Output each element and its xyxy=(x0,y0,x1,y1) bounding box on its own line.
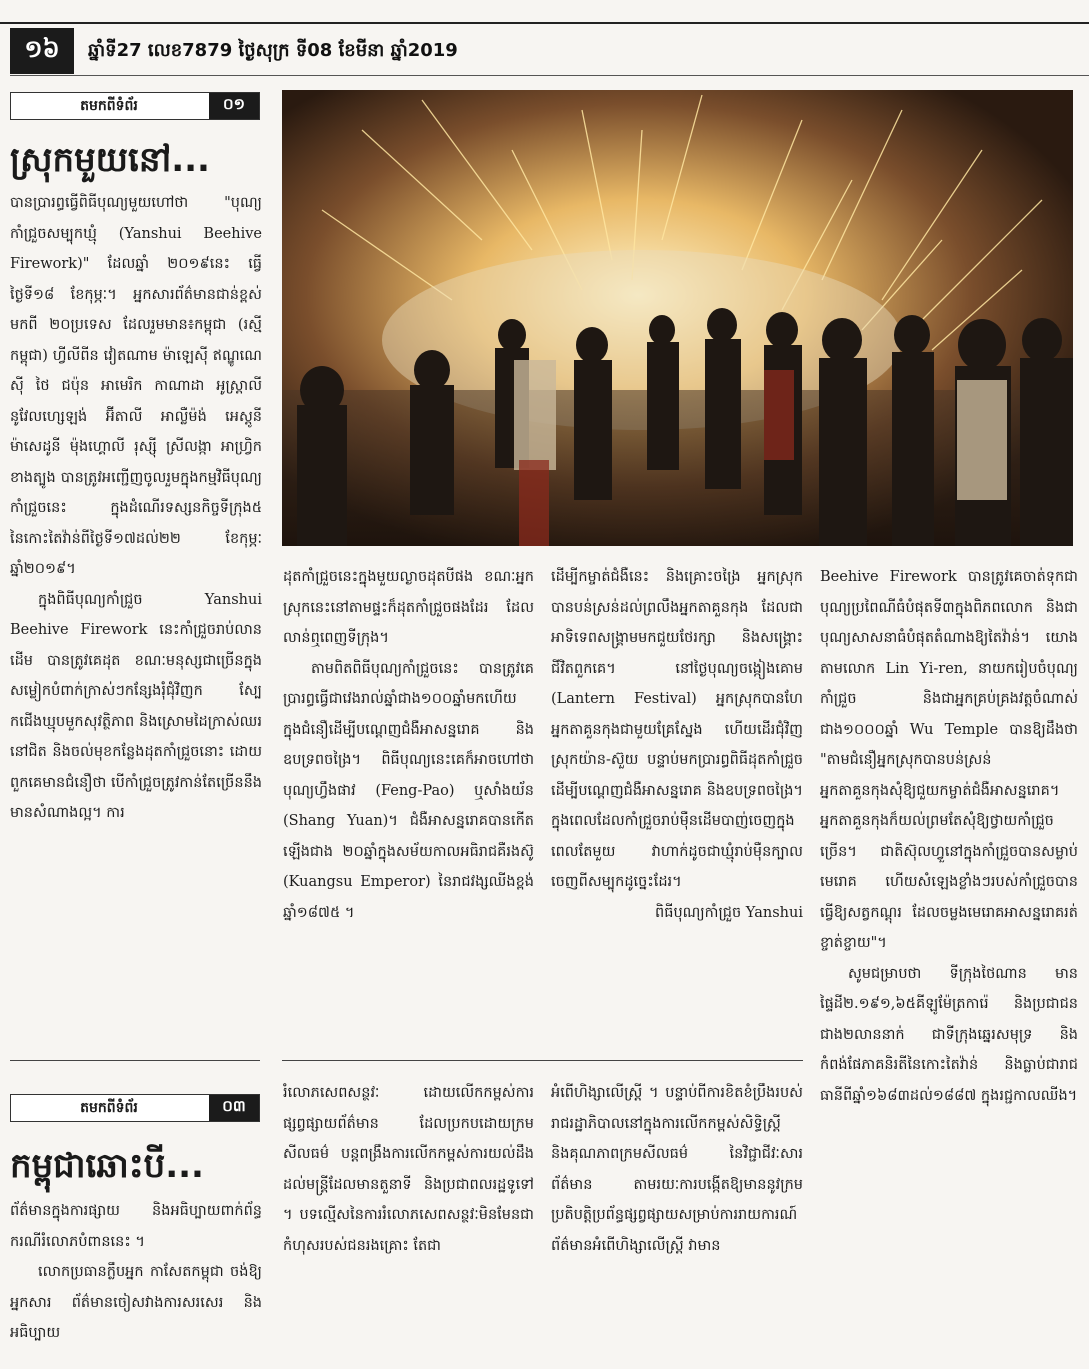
story2-column-1 xyxy=(10,1196,262,1366)
page-header xyxy=(10,28,1089,74)
paragraph: ពិធីបុណ្យកាំជ្រួច Yanshui xyxy=(655,904,803,921)
header-rule xyxy=(10,75,1089,76)
paragraph: អំពើហិង្សាលើស្ត្រី ។ បន្ទាប់ពីការខិតខំប្រឹងរបស់រាជរដ្ឋាភិបាលនៅក្នុងការលើកកម្ពស់សិទ្ធិស្ត្រី និងគុណភាពក្រមសីលធម៌ នៃវិជ្ជាជីវៈសារព័ត៌មាន តាមរយៈការបង្កើតឱ្យមាននូវក្រមប្រតិបត្តិប្រព័ន្ធផ្សព្វផ្សាយសម្រាប់ការរាយការណ៍ព័ត៌មានអំពើហិង្សាលើស្ត្រី វាមាន xyxy=(551,1085,803,1254)
continued-label: តមកពីទំព័រ xyxy=(80,1099,138,1116)
continued-page: ០៣ xyxy=(209,1095,259,1121)
paragraph: ដុតកាំជ្រួចនេះក្នុងមួយល្ងាចដុតបីផង ខណៈអ្នកស្រុកនេះនៅតាមផ្ទះក៏ដុតកាំជ្រួចផងដែរ ដែលលាន់ឮពេញទីក្រុង។ xyxy=(283,569,534,646)
paragraph: Beehive Firework បានត្រូវគេចាត់ទុកជាបុណ្យប្រពៃណីធំបំផុតទី៣ក្នុងពិភពលោក និងជាបុណ្យសាសនាធំបំផុតតំណាងឱ្យតៃវ៉ាន់។ យោងតាមលោក Lin Yi-ren, នាយករៀបចំបុណ្យកាំជ្រួច និងជាអ្នកគ្រប់គ្រងវត្តចំណាស់ជាង១០០០ឆ្នាំ Wu Temple បានឱ្យដឹងថា "តាមជំនឿអ្នកស្រុកបានបន់ស្រន់អ្នកតាគួនកុងសុំឱ្យជួយកម្ចាត់ជំងឺអាសន្នរោគ។ អ្នកតាគួនកុងក៏យល់ព្រមតែសុំឱ្យថ្វាយកាំជ្រួចច្រើន។ ជាតិស៊ុលហ្វួនៅក្នុងកាំជ្រួចបានសម្លាប់មេរោគ ហើយសំឡេងខ្លាំងៗរបស់កាំជ្រួចបានធ្វើឱ្យសត្វកណ្ដុរ ដែលចម្លងមេរោគអាសន្នរោគរត់ខ្ចាត់ខ្ចាយ"។ xyxy=(820,569,1078,951)
paragraph: លោកប្រធានក្លឹបអ្នក កាសែតកម្ពុជា ចង់ឱ្យអ្នកសារ ព័ត៌មានចៀសវាងការសរសេរ និងអធិប្បាយ xyxy=(10,1264,262,1341)
story-column-1 xyxy=(10,188,262,1058)
paragraph: ដើម្បីកម្ចាត់ជំងឺនេះ និងគ្រោះចង្រៃ អ្នកស្រុកបានបន់ស្រន់ដល់ព្រលឹងអ្នកតាគួនកុង ដែលជាអាទិទេពសង្គ្រាមមកជួយថែរក្សា និងសង្គ្រោះជីវិតពួកគេ។ នៅថ្ងៃបុណ្យចង្កៀងគោម (Lantern Festival) អ្នកស្រុកបានហែអ្នកតាគួនកុងជាមួយគ្រែស្នែង ហើយដើរជុំវិញស្រុកយ៉ាន-ស៊ួយ បន្ទាប់មកប្រារព្ធពិធីដុតកាំជ្រួចដើម្បីបណ្ដេញជំងឺអាសន្នរោគ និងឧបទ្រពចង្រៃ។ ក្នុងពេលដែលកាំជ្រួចរាប់ម៉ឺនដើមបាញ់ចេញក្នុងពេលតែមួយ វាហាក់ដូចជាឃ្មុំរាប់ម៉ឺនក្បាលចេញពីសម្បុកដូច្នេះដែរ។ xyxy=(551,569,803,890)
story-headline: កម្ពុជាឆោះបី... xyxy=(10,1146,204,1186)
continued-label: តមកពីទំព័រ xyxy=(80,97,138,114)
paragraph: សូមជម្រាបថា ទីក្រុងថៃណាន មានផ្ទៃដី២.១៩១,៦៥គីឡូម៉ែត្រការ៉េ និងប្រជាជនជាង២លាននាក់ ជាទីក្រុងឆ្នេរសមុទ្រ និងកំពង់ផែភាគនិរតីនៃកោះតៃវ៉ាន់ និងធ្លាប់ជារាជធានីពីឆ្នាំ១៦៨៣ដល់១៨៨៧ ក្នុងរជ្ជកាលឈីង។ xyxy=(820,965,1078,1104)
story-headline: ស្រុកមួយនៅ... xyxy=(10,140,210,180)
top-rule xyxy=(0,22,1089,24)
story-column-4 xyxy=(820,562,1078,1362)
fireworks-photo xyxy=(282,90,1073,546)
story2-column-2 xyxy=(283,1078,534,1366)
continued-from-box xyxy=(10,1094,260,1122)
fireworks-image xyxy=(282,90,1073,546)
section-divider xyxy=(10,1060,260,1061)
paragraph: ព័ត៌មានក្នុងការផ្សាយ និងអធិប្បាយពាក់ព័ន្ធករណីរំលោភបំពាននេះ ។ xyxy=(10,1203,262,1250)
story2-column-3 xyxy=(551,1078,803,1366)
paragraph: តាមពិតពិធីបុណ្យកាំជ្រួចនេះ បានត្រូវគេប្រារព្ធធ្វើជាវេងរាល់ឆ្នាំជាង១០០ឆ្នាំមកហើយ ក្នុងជំនឿដើម្បីបណ្ដេញជំងឺអាសន្នរោគ និងឧបទ្រពចង្រៃ។ ពិធីបុណ្យនេះគេក៏អាចហៅថា បុណ្យហ្វឹងផាវ (Feng-Pao) ឬសាំងយ័ន (Shang Yuan)។ ជំងឺអាសន្នរោគបានកើតឡើងជាង ២០ឆ្នាំក្នុងសម័យកាលអធិរាជគឺរងស៊ូ (Kuangsu Emperor) នៃរាជវង្សឈីងខ្ពង់ឆ្នាំ១៨៧៥ ។ xyxy=(283,660,534,921)
page-number: ១៦ xyxy=(10,28,74,74)
continued-page: ០១ xyxy=(209,93,259,119)
continued-from-box xyxy=(10,92,260,120)
story-column-3 xyxy=(551,562,803,1054)
story-column-2 xyxy=(283,562,534,1054)
paragraph: រំលោភសេពសន្ថវៈ ដោយលើកកម្ពស់ការផ្សព្វផ្សាយព័ត៌មាន ដែលប្រកបដោយក្រមសីលធម៌ បន្តពង្រឹងការលើកកម្ពស់ការយល់ដឹងដល់មន្ត្រីដែលមានតួនាទី និងប្រជាពលរដ្ឋទូទៅ ។ បទល្មើសនៃការរំលោភសេពសន្ថវៈមិនមែនជាកំហុសរបស់ជនរងគ្រោះ តែជា xyxy=(283,1085,534,1254)
issue-info: ឆ្នាំទី27 លេខ7879 ថ្ងៃសុក្រ ទី08 ខែមីនា ឆ្នាំ2019 xyxy=(88,40,458,61)
paragraph: បានប្រារព្ធធ្វើពិធីបុណ្យមួយហៅថា "បុណ្យកាំជ្រួចសម្បុកឃ្មុំ (Yanshui Beehive Firework)" ដែលឆ្នាំ ២០១៩នេះ ធ្វើថ្ងៃទី១៨ ខែកុម្ភៈ។ អ្នកសារព័ត៌មានជាន់ខ្ពស់មកពី ២០ប្រទេស ដែលរួមមាន៖កម្ពុជា (រស្មីកម្ពុជា) ហ្វីលីពីន វៀតណាម ម៉ាឡេស៊ី ឥណ្ឌូណេស៊ី ថៃ ជប៉ុន អាមេរិក កាណាដា អូស្ត្រាលី នូវែលហ្សេឡង់ អ៊ីតាលី អាល្លឺម៉ង់ អេស្តូនី ម៉ាសេដូនី ម៉ុងហ្គោលី រុស្ស៊ី ស្រីលង្កា អាហ្វ្រិកខាងត្បូង បានត្រូវអញ្ជើញចូលរួមក្នុងកម្មវិធីបុណ្យកាំជ្រួចនេះ ក្នុងដំណើរទស្សនកិច្ចទីក្រុង៥ នៃកោះតៃវ៉ាន់ពីថ្ងៃទី១៧ដល់២២ ខែកុម្ភៈ ឆ្នាំ២០១៩។ xyxy=(10,195,262,577)
paragraph: ក្នុងពិធីបុណ្យកាំជ្រួច Yanshui Beehive Firework នេះកាំជ្រួចរាប់លានដើម បានត្រូវគេដុត ខណៈមនុស្សជាច្រើនក្នុងសម្លៀកបំពាក់ក្រាស់ៗកន្សែងរុំជុំវិញក ស្បែកជើងឃ្មុបមួកសុវត្ថិភាព និងស្រោមដៃក្រាស់ឈរនៅជិត និងចល់មុខកន្លែងដុតកាំជ្រួចនោះ ដោយពួកគេមានជំនឿថា បើកាំជ្រួចត្រូវកាន់តែច្រើននឹងមានសំណាងល្អ។ ការ xyxy=(10,591,262,821)
section-divider xyxy=(282,1060,803,1061)
